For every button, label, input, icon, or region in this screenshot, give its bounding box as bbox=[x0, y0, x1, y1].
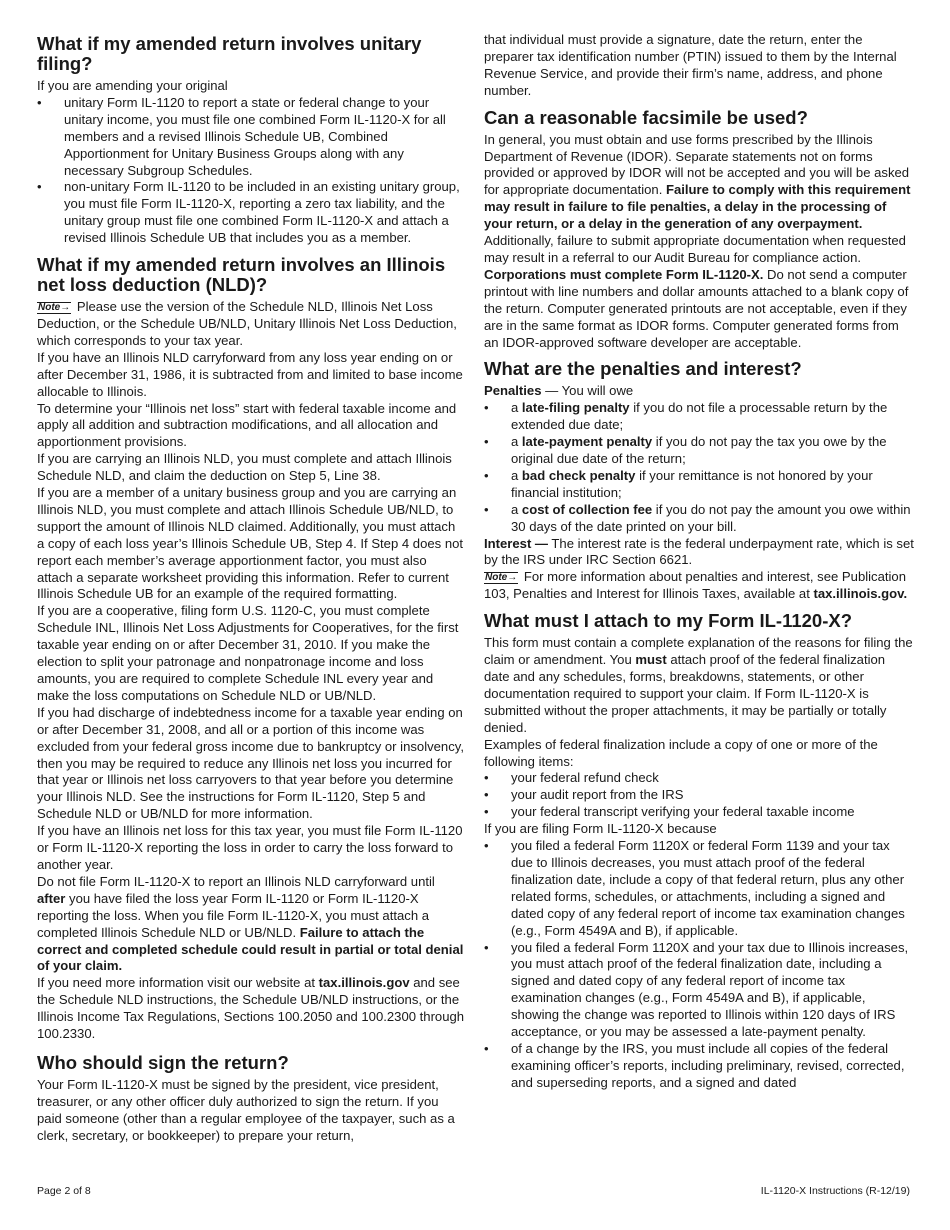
note-paragraph: Note→ For more information about penalties and interest, see Publication 103, Penalties and Interest for Illinois Taxes, available at tax.illinois.gov. bbox=[484, 569, 908, 602]
list-item: • you filed a federal Form 1120X and your tax due to Illinois increases, you must attach proof of the federal finalization date, including a signed and dated copy of any federal report of income tax examination changes (e.g., Form 4549A and B), if applicable, showing the change was reported to Illinois within 120 days of IRS acceptance, or you may be assessed a late-payment penalty. bbox=[484, 940, 914, 1041]
paragraph: If you are carrying an Illinois NLD, you must complete and attach Illinois Schedule NLD, and claim the deduction on Step 5, Line 38. bbox=[37, 451, 452, 484]
paragraph: This form must contain a complete explanation of the reasons for filing the claim or amendment. You must attach proof of the federal finalization date and any schedules, forms, breakdowns, statements, or other documentation required to support your claim. If Form IL-1120-X is submitted without the proper attachments, it may be partially or totally denied. bbox=[484, 635, 913, 735]
page-number: Page 2 of 8 bbox=[37, 1185, 91, 1197]
heading-attachments: What must I attach to my Form IL-1120-X? bbox=[484, 610, 853, 632]
paragraph: Your Form IL-1120-X must be signed by the president, vice president, treasurer, or any other officer duly authorized to sign the return. If you paid someone (other than a regular employee of the taxpayer, such as a clerk, secretary, or bookkeeper) to prepare your return, bbox=[37, 1076, 455, 1143]
paragraph: If you have an Illinois net loss for this tax year, you must file Form IL-1120 or Form IL-1120-X reporting the loss in order to carry the loss forward to another year. bbox=[37, 823, 463, 872]
list-item: • your audit report from the IRS bbox=[484, 787, 914, 804]
paragraph: If you have an Illinois NLD carryforward from any loss year ending on or after December 31, 1986, it is subtracted from and limited to base income allocable to Illinois. bbox=[37, 349, 463, 399]
heading-penalties: What are the penalties and interest? bbox=[484, 358, 802, 380]
heading-signature: Who should sign the return? bbox=[37, 1051, 289, 1073]
paragraph: Corporations must complete Form IL-1120-X. Do not send a computer printout with line numbers and dollar amounts attached to a blank copy of the return. Computer generated printouts are not acceptable, even if they are in the same format as IDOR forms. Computer generated forms from an IDOR-approved software developer are acceptable. bbox=[484, 266, 909, 350]
paragraph: that individual must provide a signature, date the return, enter the preparer tax identification number (PTIN) issued to them by the Internal Revenue Service, and provide their firm’s name, address, and phone number. bbox=[484, 32, 897, 98]
form-id: IL-1120-X Instructions (R-12/19) bbox=[760, 1185, 910, 1197]
paragraph: If you are filing Form IL-1120-X because bbox=[484, 821, 717, 837]
list-item: • you filed a federal Form 1120X or federal Form 1139 and your tax due to Illinois decreases, you must attach proof of the federal finalization date, include a copy of that federal return, plus any other related forms, schedules, or attachments, including a signed and dated copy of any federal report of income tax examination changes (e.g., Form 4549A and B), if applicable. bbox=[484, 838, 914, 939]
list-item: • a late-filing penalty if you do not file a processable return by the extended due date; bbox=[484, 400, 914, 434]
list-item: • your federal refund check bbox=[484, 770, 914, 787]
right-column bbox=[484, 32, 914, 1092]
list-item: • non-unitary Form IL-1120 to be included in an existing unitary group, you must file Form IL-1120-X, reporting a zero tax liability, and the unitary group must file one combined Form IL-1120-X and attach a revised Illinois Schedule UB that includes you as a member. bbox=[37, 179, 465, 247]
heading-unitary-filing: What if my amended return involves unitary filing? bbox=[37, 33, 422, 74]
paragraph: In general, you must obtain and use forms prescribed by the Illinois Department of Revenue (IDOR). Separate statements not on forms provided or approved by IDOR will not be accepted and you will be asked for appropriate documentation. Failure to comply with this requirement may result in failure to file penalties, a delay in the processing of your return, or a delay in the generation of any overpayment. Additionally, failure to submit appropriate documentation when requested may result in a referral to our Audit Bureau for compliance action. bbox=[484, 131, 911, 265]
paragraph: If you are amending your original bbox=[37, 78, 228, 93]
list-item: • unitary Form IL-1120 to report a state or federal change to your unitary income, you must file one combined Form IL-1120-X for all members and a revised Illinois Schedule UB, Combined Apportionment for Unitary Business Groups along with any necessary Subgroup Schedules. bbox=[37, 95, 465, 180]
paragraph: If you need more information visit our website at tax.illinois.gov and see the Schedule NLD instructions, the Schedule UB/NLD instructions, or the Illinois Income Tax Regulations, Sections 100.2050 and 100.2300 through 100.2330. bbox=[37, 975, 465, 1042]
paragraph: If you are a member of a unitary business group and you are carrying an Illinois NLD, you must complete and attach Illinois Schedule UB/NLD, to support the amount of Illinois NLD claimed. Additionally, you must attach a copy of each loss year’s Illinois Schedule UB, Step 4. If Step 4 does not report each member’s average apportionment factor, you must also attach a separate worksheet providing this information. Refer to current Illinois Schedule UB for an example of the required formatting. bbox=[37, 485, 464, 602]
paragraph: Do not file Form IL-1120-X to report an Illinois NLD carryforward until after you have filed the loss year Form IL-1120 or Form IL-1120-X reporting the loss. When you file Form IL-1120-X, you must attach a completed Illinois Schedule NLD or UB/NLD. Failure to attach the correct and completed schedule could result in partial or total denial of your claim. bbox=[37, 873, 464, 974]
note-paragraph: Note→ Please use the version of the Schedule NLD, Illinois Net Loss Deduction, or the Schedule UB/NLD, Unitary Illinois Net Loss Deduction, which corresponds to your tax year. bbox=[37, 299, 457, 348]
bullet-list bbox=[484, 770, 914, 821]
website-link[interactable]: tax.illinois.gov. bbox=[813, 586, 908, 602]
list-item: • a bad check penalty if your remittance is not honored by your financial institution; bbox=[484, 468, 914, 502]
paragraph: To determine your “Illinois net loss” start with federal taxable income and apply all addition and subtraction modifications, and all allocation and apportionment provisions. bbox=[37, 400, 457, 450]
heading-facsimile: Can a reasonable facsimile be used? bbox=[484, 106, 808, 128]
list-item: • of a change by the IRS, you must include all copies of the federal examining officer’s reports, including preliminary, revised, corrected, and superseding reports, and a signed and dated bbox=[484, 1041, 914, 1092]
paragraph: Examples of federal finalization include a copy of one or more of the following items: bbox=[484, 736, 878, 769]
list-item: • a late-payment penalty if you do not pay the tax you owe by the original due date of the return; bbox=[484, 434, 914, 468]
left-column bbox=[37, 32, 465, 1145]
paragraph: Interest — The interest rate is the federal underpayment rate, which is set by the IRS under IRC Section 6621. bbox=[484, 535, 914, 568]
section-signature bbox=[37, 1053, 465, 1145]
paragraph: Penalties — You will owe bbox=[484, 383, 634, 399]
section-facsimile bbox=[484, 108, 914, 352]
website-link[interactable]: tax.illinois.gov bbox=[318, 975, 410, 991]
bullet-list bbox=[484, 838, 914, 1092]
bullet-list bbox=[484, 400, 914, 535]
bullet-list bbox=[37, 95, 465, 247]
section-penalties bbox=[484, 359, 914, 603]
list-item: • your federal transcript verifying your federal taxable income bbox=[484, 804, 914, 821]
note-icon: Note→ bbox=[485, 572, 518, 584]
section-attachments bbox=[484, 611, 914, 1091]
paragraph: If you had discharge of indebtedness income for a taxable year ending on or after December 31, 2008, and all or a portion of this income was excluded from your federal gross income due to bankruptcy or insolvency, then you may be required to reduce any Illinois net loss you incurred for that year or Illinois net loss carryovers to that year before you determine your Illinois NLD. See the instructions for Form IL-1120, Step 5 and Schedule NLD or UB/NLD for more information. bbox=[37, 704, 464, 822]
section-unitary-filing bbox=[37, 34, 465, 247]
section-nld bbox=[37, 255, 465, 1043]
heading-nld: What if my amended return involves an Illinois net loss deduction (NLD)? bbox=[37, 254, 446, 296]
note-icon: Note→ bbox=[38, 302, 71, 314]
list-item: • a cost of collection fee if you do not pay the amount you owe within 30 days of the date printed on your bill. bbox=[484, 502, 914, 536]
paragraph: If you are a cooperative, filing form U.S. 1120-C, you must complete Schedule INL, Illinois Net Loss Adjustments for Cooperatives, for the first taxable year ending on or after December 31, 2010. If you make the election to split your patronage and nonpatronage income and loss amounts, you are required to complete Schedule INL every year and make the loss computations on Schedule NLD or UB/NLD. bbox=[37, 603, 459, 703]
